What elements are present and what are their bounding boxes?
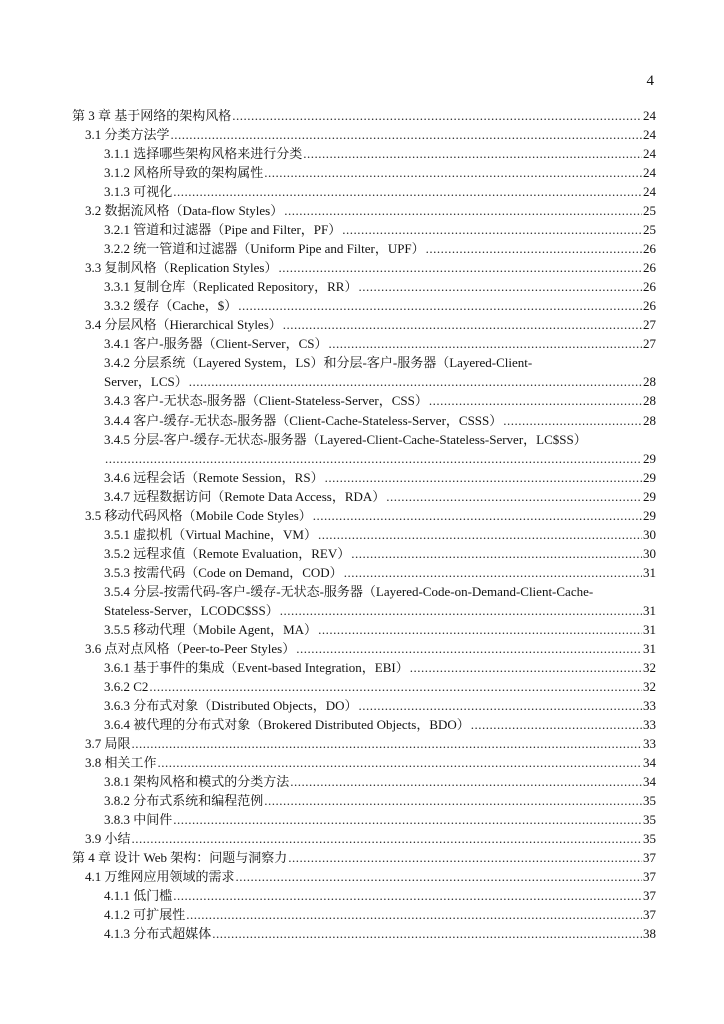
toc-entry[interactable] [72,239,656,258]
toc-dot-leader [132,734,642,753]
toc-entry-page: 27 [643,317,656,333]
toc-entry[interactable] [72,544,656,563]
toc-entry-title: 3.4.5 分层-客户-缓存-无状态-服务器（Layered-Client-Cache-Stateless-Server，LC$SS） [104,431,587,447]
toc-entry-title: 第 4 章 设计 Web 架构：问题与洞察力 [72,850,288,866]
toc-dot-leader [471,715,642,734]
toc-dot-leader [318,525,642,544]
toc-entry-page: 28 [643,412,656,428]
toc-entry-page: 33 [643,697,656,713]
toc-entry[interactable] [72,201,656,220]
toc-entry-page: 35 [643,831,656,847]
toc-dot-leader [189,372,642,391]
toc-entry-title: 3.1.2 风格所导致的架构属性 [104,165,264,181]
toc-entry[interactable] [72,715,656,734]
toc-entry[interactable] [72,353,656,372]
toc-entry[interactable] [72,791,656,810]
toc-entry[interactable] [72,391,656,410]
toc-entry[interactable] [72,182,656,201]
toc-entry[interactable] [72,924,656,943]
toc-dot-leader [158,753,642,772]
toc-entry-title: 3.6.1 基于事件的集成（Event-based Integration，EBI） [104,659,409,675]
toc-entry[interactable] [72,334,656,353]
toc-dot-leader [303,144,642,163]
toc-dot-leader [358,696,642,715]
toc-entry-title: Stateless-Server，LCODC$SS） [104,602,279,618]
toc-entry-title: 3.8.3 中间件 [104,812,173,828]
toc-entry-page: 25 [643,203,656,219]
table-of-contents [72,106,656,943]
toc-dot-leader [280,601,642,620]
toc-entry-title: 3.7 局限 [85,736,131,752]
toc-dot-leader [344,563,642,582]
toc-entry[interactable] [72,315,656,334]
toc-entry[interactable] [72,449,656,468]
toc-dot-leader [264,791,642,810]
toc-entry-page: 24 [643,184,656,200]
toc-entry[interactable] [72,411,656,430]
toc-entry[interactable] [72,639,656,658]
toc-entry-page: 30 [643,545,656,561]
toc-dot-leader [149,677,642,696]
toc-entry[interactable] [72,220,656,239]
toc-dot-leader [173,886,642,905]
toc-entry-page: 31 [643,621,656,637]
toc-entry-title: 3.6.2 C2 [104,678,149,694]
toc-entry[interactable] [72,601,656,620]
toc-entry-title: 3.5.2 远程求值（Remote Evaluation，REV） [104,545,351,561]
toc-entry-page: 27 [643,336,656,352]
toc-entry-title: 3.5.5 移动代理（Mobile Agent，MA） [104,621,318,637]
toc-entry-title: 3.4.3 客户-无状态-服务器（Client-Stateless-Server，CSS） [104,393,428,409]
toc-entry[interactable] [72,867,656,886]
toc-entry[interactable] [72,810,656,829]
toc-entry[interactable] [72,277,656,296]
toc-entry-page: 35 [643,793,656,809]
toc-entry-title: 3.1.1 选择哪些架构风格来进行分类 [104,146,303,162]
toc-entry[interactable] [72,734,656,753]
toc-dot-leader [342,220,642,239]
toc-entry[interactable] [72,677,656,696]
toc-entry-page: 29 [643,450,656,466]
toc-entry[interactable] [72,106,656,125]
toc-entry-title: 第 3 章 基于网络的架构风格 [72,108,232,123]
toc-entry-page: 37 [643,907,656,923]
toc-entry-title: 3.4.6 远程会话（Remote Session，RS） [104,469,324,485]
toc-entry[interactable] [72,563,656,582]
toc-entry-page: 26 [643,241,656,257]
toc-entry[interactable] [72,372,656,391]
toc-dot-leader [325,468,642,487]
toc-entry-page: 33 [643,736,656,752]
toc-entry-page: 24 [643,108,656,123]
toc-entry-page: 31 [643,564,656,580]
toc-entry-page: 34 [643,774,656,790]
toc-entry[interactable] [72,258,656,277]
toc-entry-page: 31 [643,640,656,656]
toc-dot-leader [132,829,642,848]
toc-entry[interactable] [72,125,656,144]
toc-entry-title: 4.1.2 可扩展性 [104,907,186,923]
toc-entry[interactable] [72,658,656,677]
toc-entry-page: 37 [643,888,656,904]
toc-entry[interactable] [72,772,656,791]
toc-entry-page: 24 [643,165,656,181]
toc-entry-title: 3.5.4 分层-按需代码-客户-缓存-无状态-服务器（Layered-Code-on-Demand-Client-Cache- [104,583,594,599]
toc-entry-title: 3.2 数据流风格（Data-flow Styles） [85,203,284,219]
toc-entry[interactable] [72,582,656,601]
toc-entry-page: 34 [643,755,656,771]
toc-entry-page: 32 [643,678,656,694]
toc-entry-title: 3.5.1 虚拟机（Virtual Machine，VM） [104,526,317,542]
toc-entry-title: 3.6.3 分布式对象（Distributed Objects，DO） [104,697,358,713]
toc-dot-leader [351,544,642,563]
toc-entry-title: 3.5 移动代码风格（Mobile Code Styles） [85,507,312,523]
toc-dot-leader [503,411,642,430]
toc-dot-leader [171,125,642,144]
toc-dot-leader [288,848,642,867]
toc-entry[interactable] [72,430,656,449]
toc-dot-leader [283,315,642,334]
toc-entry-page: 26 [643,260,656,276]
toc-entry-page: 29 [643,507,656,523]
toc-entry-page: 29 [643,488,656,504]
toc-entry[interactable] [72,525,656,544]
toc-entry-title: 3.8.2 分布式系统和编程范例 [104,793,264,809]
toc-dot-leader [238,296,642,315]
toc-entry-page: 24 [643,127,656,143]
toc-entry[interactable] [72,905,656,924]
toc-entry-page: 37 [643,869,656,885]
toc-entry-page: 28 [643,374,656,390]
toc-entry-title: 3.2.2 统一管道和过滤器（Uniform Pipe and Filter，UPF） [104,241,425,257]
toc-entry[interactable] [72,296,656,315]
toc-entry-title: 3.4.4 客户-缓存-无状态-服务器（Client-Cache-Stateless-Server，CSSS） [104,412,503,428]
toc-entry[interactable] [72,829,656,848]
toc-entry-title: 3.4.1 客户-服务器（Client-Server，CS） [104,336,328,352]
toc-dot-leader [386,487,642,506]
toc-entry-page: 38 [643,926,656,942]
toc-entry[interactable] [72,620,656,639]
toc-entry-page: 24 [643,146,656,162]
toc-entry-title: 3.3 复制风格（Replication Styles） [85,260,278,276]
toc-entry[interactable] [72,886,656,905]
toc-entry-title: 3.6 点对点风格（Peer-to-Peer Styles） [85,640,296,656]
toc-entry[interactable] [72,468,656,487]
toc-entry[interactable] [72,753,656,772]
toc-entry-page: 26 [643,298,656,314]
toc-dot-leader [173,810,642,829]
toc-dot-leader [426,239,642,258]
toc-entry-page: 25 [643,222,656,238]
toc-entry[interactable] [72,506,656,525]
toc-entry-title: 3.4.7 远程数据访问（Remote Data Access，RDA） [104,488,386,504]
toc-dot-leader [212,924,642,943]
toc-entry-title: 3.4 分层风格（Hierarchical Styles） [85,317,282,333]
toc-dot-leader [278,258,642,277]
toc-entry-title: 3.6.4 被代理的分布式对象（Brokered Distributed Objects，BDO） [104,717,470,732]
toc-entry-title: 3.8 相关工作 [85,755,157,771]
toc-entry-page: 37 [643,850,656,866]
toc-dot-leader [186,905,642,924]
toc-dot-leader [284,201,642,220]
toc-entry-title: 3.5.3 按需代码（Code on Demand，COD） [104,564,343,580]
toc-entry[interactable] [72,163,656,182]
toc-dot-leader [410,658,642,677]
toc-entry-page: 32 [643,659,656,675]
toc-entry-title: 3.9 小结 [85,831,131,847]
toc-dot-leader [296,639,642,658]
toc-dot-leader [264,163,642,182]
toc-entry-page: 35 [643,812,656,828]
toc-dot-leader [329,334,642,353]
toc-dot-leader [313,506,642,525]
toc-entry-title: 3.3.1 复制仓库（Replicated Repository，RR） [104,279,358,295]
toc-dot-leader [429,391,642,410]
toc-dot-leader [290,772,642,791]
toc-entry-title: 3.4.2 分层系统（Layered System，LS）和分层-客户-服务器（Layered-Client- [104,355,533,371]
toc-entry-title: 4.1.1 低门槛 [104,888,173,904]
toc-entry-title: 3.8.1 架构风格和模式的分类方法 [104,774,290,790]
toc-entry-page: 30 [643,526,656,542]
toc-dot-leader [173,182,642,201]
toc-entry-page: 29 [643,469,656,485]
toc-entry-page: 31 [643,602,656,618]
toc-entry-page: 33 [643,717,656,732]
toc-entry-page: 26 [643,279,656,295]
toc-entry-title: 3.2.1 管道和过滤器（Pipe and Filter，PF） [104,222,342,238]
toc-entry-title: 3.1.3 可视化 [104,184,173,200]
toc-dot-leader [318,620,642,639]
toc-entry[interactable] [72,144,656,163]
toc-entry-page: 28 [643,393,656,409]
toc-dot-leader [232,106,642,125]
toc-dot-leader [105,449,642,468]
toc-entry-title: 3.3.2 缓存（Cache，$） [104,298,238,314]
toc-entry-title: Server，LCS） [104,374,188,390]
toc-entry-title: 4.1 万维网应用领域的需求 [85,869,235,885]
toc-entry-title: 4.1.3 分布式超媒体 [104,926,212,942]
toc-entry-title: 3.1 分类方法学 [85,127,170,143]
toc-dot-leader [236,867,642,886]
toc-entry[interactable] [72,487,656,506]
toc-entry[interactable] [72,848,656,867]
page-number: 4 [646,73,654,89]
toc-dot-leader [358,277,642,296]
toc-entry[interactable] [72,696,656,715]
